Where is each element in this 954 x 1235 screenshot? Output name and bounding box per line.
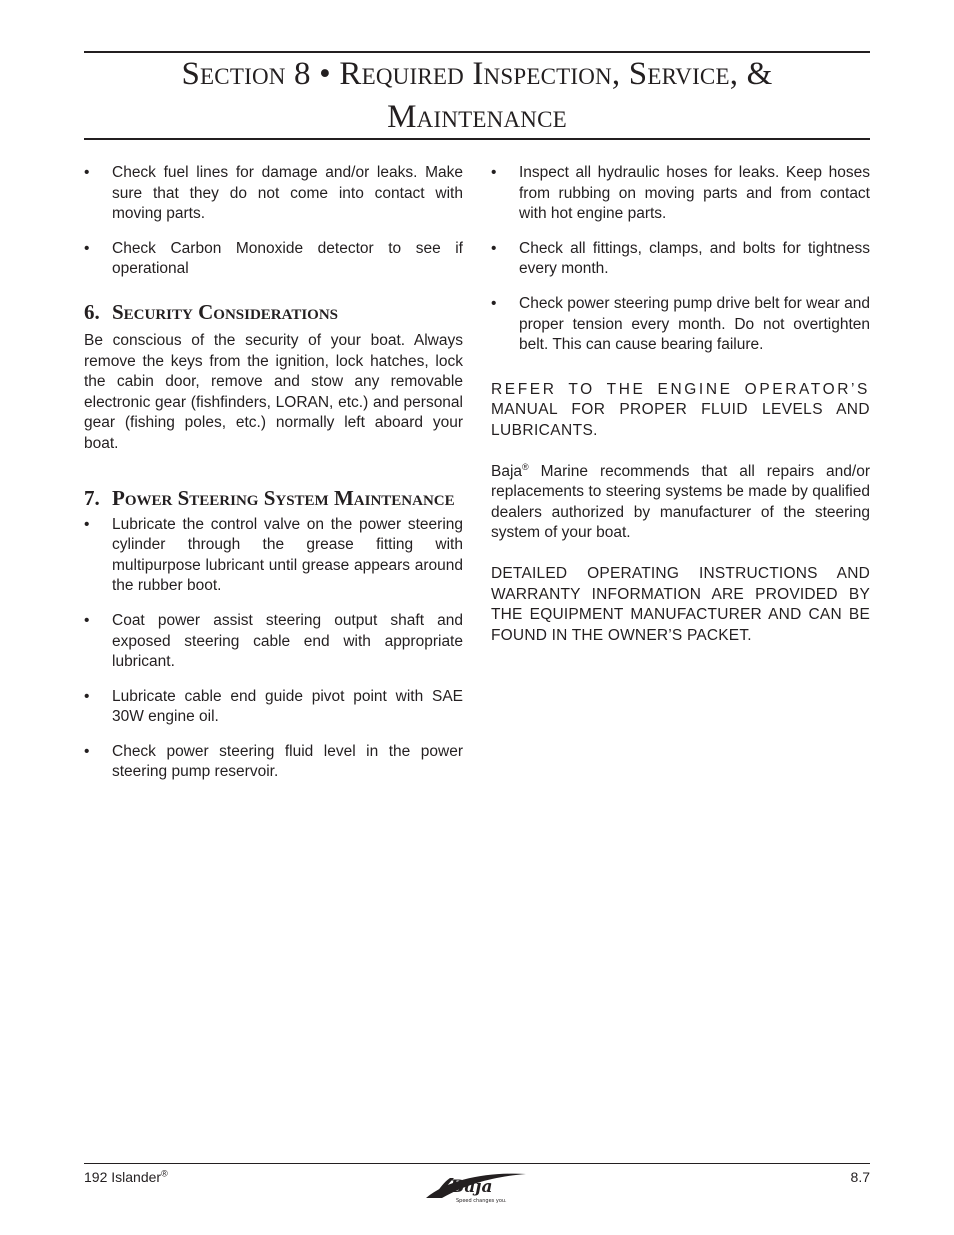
list-item: • Inspect all hydraulic hoses for leaks. Keep hoses from rubbing on moving parts and from contact with hot engine parts. <box>491 164 870 223</box>
top-bullet-list <box>84 163 463 280</box>
logo-tagline: Speed changes you. <box>456 1198 507 1204</box>
section-title <box>84 53 870 139</box>
right-column <box>491 163 870 646</box>
section-7-number: 7. <box>84 485 100 510</box>
recommendation-text: Marine recommends that all repairs and/or replacements to steering systems be made by qualified dealers authorized by manufacturer of the steering system of your boat. <box>491 462 870 542</box>
power-steering-bullet-list <box>84 515 463 784</box>
baja-recommendation <box>491 462 870 544</box>
page-number: 8.7 <box>850 1169 870 1185</box>
header-bottom-rule <box>84 138 870 140</box>
bullet-icon: • <box>491 239 497 257</box>
registered-mark: ® <box>161 1168 168 1179</box>
engine-manual-note-rest: MANUAL FOR PROPER FLUID LEVELS AND LUBRICANTS. <box>491 401 870 439</box>
list-item: • Check Carbon Monoxide detector to see if operational <box>84 239 463 278</box>
engine-manual-note-line1: REFER TO THE ENGINE OPERATOR’S <box>491 380 870 398</box>
bullet-icon: • <box>84 687 90 705</box>
section-title-line2: Maintenance <box>387 99 567 135</box>
bullet-icon: • <box>84 611 90 629</box>
list-item: • Check power steering fluid level in the power steering pump reservoir. <box>84 742 463 781</box>
bullet-icon: • <box>84 742 90 760</box>
bullet-icon: • <box>491 294 497 312</box>
bullet-icon: • <box>84 515 90 533</box>
list-item: • Lubricate cable end guide pivot point with SAE 30W engine oil. <box>84 687 463 726</box>
list-item: • Check power steering pump drive belt for wear and proper tension every month. Do not overtighten belt. This can cause bearing failure. <box>491 294 870 354</box>
security-paragraph: Be conscious of the security of your boat. Always remove the keys from the ignition, lock hatches, lock the cabin door, remove and stow any removable electronic gear (fishfinders, LORAN, etc.) and personal gear (fishing poles, etc.) normally left aboard your boat. <box>84 331 463 452</box>
section-7-heading <box>84 484 463 513</box>
section-7-title: Power Steering System Maintenance <box>112 485 455 510</box>
model-name: 192 Islander <box>84 1169 162 1185</box>
list-item: • Lubricate the control valve on the power steering cylinder through the grease fitting with multipurpose lubricant until grease appears around the rubber boot. <box>84 515 463 595</box>
section-6-title: Security Considerations <box>112 299 339 324</box>
bullet-icon: • <box>84 164 90 181</box>
brand-name: Baja <box>491 462 523 480</box>
footer-rule <box>84 1163 870 1164</box>
engine-manual-note <box>491 380 870 442</box>
right-bullet-list <box>491 163 870 356</box>
list-item: • Check fuel lines for damage and/or leaks. Make sure that they do not come into contact with moving parts. <box>84 164 463 223</box>
section-6-heading <box>84 298 463 327</box>
logo-wordmark: Baja <box>450 1177 493 1197</box>
baja-logo-icon <box>420 1168 530 1206</box>
manufacturer-info-note: DETAILED OPERATING INSTRUCTIONS AND WARRANTY INFORMATION ARE PROVIDED BY THE EQUIPMENT MANUFACTURER AND CAN BE FOUND IN THE OWNER’S PACKET. <box>491 564 870 644</box>
bullet-icon: • <box>84 239 90 257</box>
left-column <box>84 163 463 797</box>
registered-mark: ® <box>522 461 529 472</box>
list-item: • Check all fittings, clamps, and bolts for tightness every month. <box>491 239 870 278</box>
bullet-icon: • <box>491 164 497 181</box>
footer-model <box>84 1169 168 1185</box>
section-6-number: 6. <box>84 299 100 324</box>
section-title-line1: Section 8 • Required Inspection, Service, & <box>181 56 773 92</box>
list-item: • Coat power assist steering output shaft and exposed steering cable end with appropriate lubricant. <box>84 611 463 671</box>
